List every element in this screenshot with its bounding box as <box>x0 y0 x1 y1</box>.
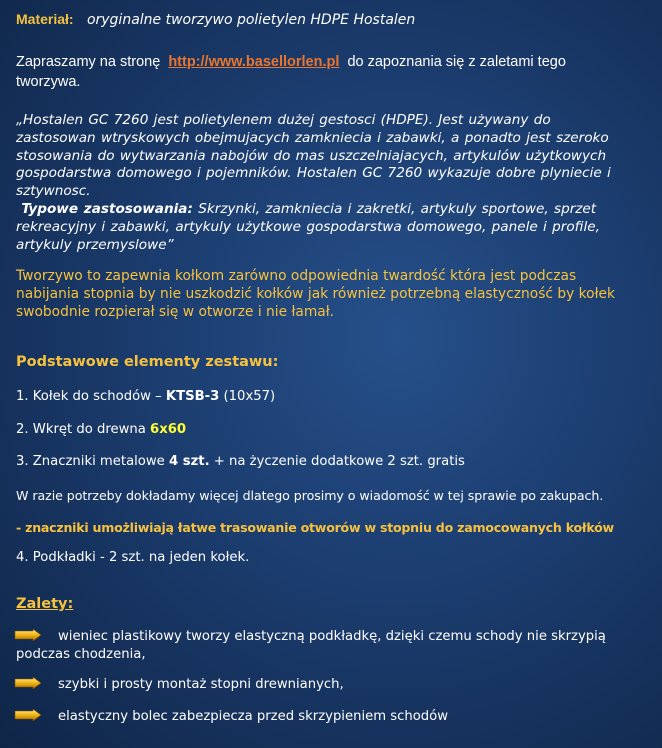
kit-heading: Podstawowe elementy zestawu: <box>16 354 279 370</box>
invite-suffix-1: do zapoznania się z zaletami tego <box>347 54 566 70</box>
kit-item-1-code: KTSB-3 <box>165 389 220 404</box>
kit-item-3 <box>16 454 648 469</box>
extra-note: W razie potrzeby dokładamy więcej dlatego prosimy o wiadomość w tej sprawie po zakupach. <box>16 488 604 503</box>
kit-item-2 <box>16 422 648 437</box>
hostalen-quote <box>16 112 648 254</box>
basell-link[interactable]: http://www.basellorlen.pl <box>168 54 340 70</box>
invite-prefix: Zapraszamy na stronę <box>16 54 161 70</box>
kit-item-1-size: (10x57) <box>219 389 276 404</box>
quote-line: zastosowan wtryskowych obejmujacych zamkniecia i zabawki, a ponadto jest szeroko <box>16 129 609 146</box>
advantage-line: wieniec plastikowy tworzy elastyczną podkładkę, dzięki czemu schody nie skrzypią <box>58 629 606 644</box>
material-line <box>16 11 648 28</box>
kit-item-1 <box>16 389 648 404</box>
advantage-line: elastyczny bolec zabezpiecza przed skrzypieniem schodów <box>58 709 449 724</box>
properties-line: nabijania stopnia by nie uszkodzić kołków jak również potrzebną elastyczność by kołek <box>16 285 616 302</box>
quote-line: stosowania do wytwarzania nabojów do mas uszczelniajacych, artykulów użytkowych <box>16 147 607 164</box>
advantage-item-2 <box>16 676 648 694</box>
invite-suffix-2: tworzywa. <box>16 74 81 90</box>
advantage-item-1 <box>16 628 648 664</box>
properties-paragraph <box>16 268 648 321</box>
quote-line: sztywnosc. <box>16 183 91 200</box>
properties-line: swobodnie rozpierał się w otworze i nie łamał. <box>16 303 335 320</box>
kit-item-1-text: 1. Kołek do schodów – <box>16 389 166 404</box>
uses-line <box>16 201 648 219</box>
uses-label: Typowe zastosowania: <box>21 200 193 217</box>
material-label: Materiał: <box>16 11 74 27</box>
kit-item-3-extra: + na życzenie dodatkowe 2 szt. gratis <box>209 454 465 469</box>
uses-text: Skrzynki, zamkniecia i zakretki, artykuly sportowe, sprzet <box>198 200 597 217</box>
material-value: oryginalne tworzywo polietylen HDPE Hostalen <box>86 12 416 28</box>
kit-item-3-text: 3. Znaczniki metalowe <box>16 454 169 469</box>
advantage-line: podczas chodzenia, <box>16 647 146 662</box>
kit-item-4: 4. Podkładki - 2 szt. na jeden kołek. <box>16 550 250 565</box>
advantage-line: szybki i prosty montaż stopni drewnianych, <box>58 677 344 692</box>
uses-line: rekreacyjny i zabawki, artykuly użytkowe gospodarstwa domowego, panele i profile, <box>16 218 600 235</box>
uses-line: artykuly przemyslowe” <box>16 236 174 253</box>
quote-line: gospodarstwa domowego i pojemników. Hostalen GC 7260 wykazuje dobre plyniecie i <box>16 165 611 182</box>
kit-item-2-size: 6x60 <box>150 422 187 437</box>
quote-line: „Hostalen GC 7260 jest polietylenem dużej gestosci (HDPE). Jest używany do <box>16 112 551 128</box>
properties-line: Tworzywo to zapewnia kołkom zarówno odpowiednia twardość która jest podczas <box>16 268 577 284</box>
advantage-item-3 <box>16 708 648 726</box>
advantages-heading: Zalety: <box>16 596 74 612</box>
kit-item-3-count: 4 szt. <box>168 454 210 469</box>
markers-note: - znaczniki umożliwiają łatwe trasowanie otworów w stopniu do zamocowanych kołków <box>16 520 614 535</box>
invite-paragraph <box>16 52 648 92</box>
kit-item-2-text: 2. Wkręt do drewna <box>16 422 151 437</box>
